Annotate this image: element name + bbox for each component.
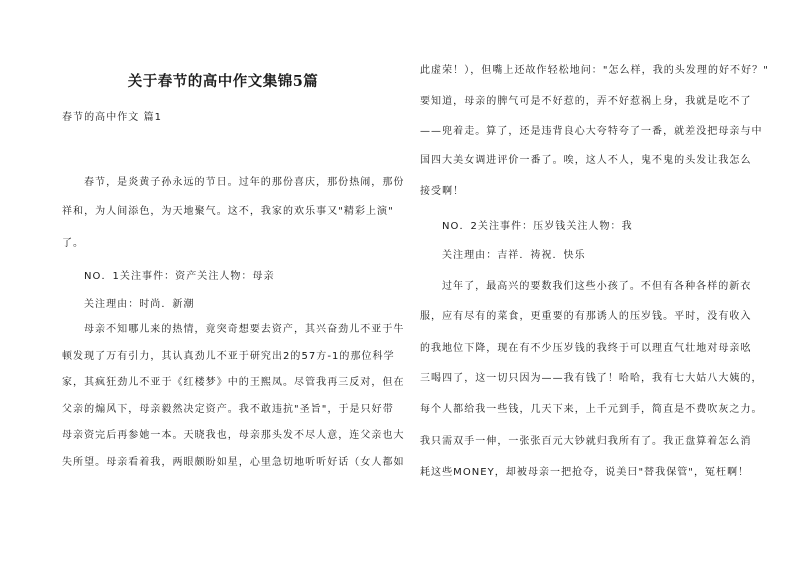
right-text-line: 要知道，母亲的脾气可是不好惹的，弄不好惹祸上身，我就是吃不了 — [420, 96, 752, 107]
right-text-line: 国四大美女调进评价一番了。唉，这人不人，鬼不鬼的头发让我怎么 — [420, 155, 752, 166]
left-text-line: 母亲不知哪儿来的热情，竟突奇想要去资产，其兴奋劲儿不亚于牛 — [84, 324, 405, 335]
right-text-line: 此虚荣！），但嘴上还故作轻松地问："怎么样，我的头发理的好不好？" — [420, 65, 769, 76]
left-text-line: NO．1关注事件：资产关注人物：母亲 — [84, 271, 275, 282]
right-text-line: NO．2关注事件：压岁钱关注人物：我 — [442, 221, 633, 232]
right-text-line: 三喝四了，这一切只因为——我有钱了！哈哈，我有七大姑八大姨的， — [420, 373, 763, 384]
left-text-line: 顿发现了万有引力，其认真劲儿不亚于研究出2的57方-1的那位科学 — [62, 351, 395, 362]
left-text-line: 春节，是炎黄子孙永远的节日。过年的那份喜庆，那份热闹，那份 — [84, 177, 405, 188]
right-text-line: 每个人都给我一些钱，几天下来，上千元到手，简直是不费吹灰之力。 — [420, 404, 763, 415]
right-text-line: 耗这些MONEY，却被母亲一把抢夺，说美曰"替我保管"，冤枉啊！ — [420, 467, 750, 478]
right-text-line: 我只需双手一伸，一张张百元大钞就归我所有了。我正盘算着怎么消 — [420, 436, 752, 447]
right-text-line: 接受啊！ — [420, 186, 465, 197]
left-text-line: 祥和，为人间添色，为天地聚气。这不，我家的欢乐事又"精彩上演" — [62, 206, 394, 217]
right-text-line: 的我地位下降，现在有不少压岁钱的我终于可以理直气壮地对母亲吆 — [420, 343, 752, 354]
right-text-line: 关注理由：吉祥．祷祝．快乐 — [442, 250, 586, 261]
left-text-line: 家，其疯狂劲儿不亚于《红楼梦》中的王熙凤。尽管我再三反对，但在 — [62, 377, 405, 388]
left-text-line: 母亲资完后再参她一本。天晓我也，母亲那头发不尽人意，连父亲也大 — [62, 430, 405, 441]
document-title: 关于春节的高中作文集锦5篇 — [127, 73, 319, 90]
left-text-line: 失所望。母亲看着我，两眼颇盼如星，心里急切地听听好话（女人都如 — [62, 457, 405, 468]
left-text-line: 了。 — [62, 238, 85, 249]
left-text-line: 父亲的煽风下，母亲毅然决定资产。我不敢违抗"圣旨"，于是只好带 — [62, 404, 394, 415]
right-text-line: 过年了，最高兴的要数我们这些小孩了。不但有各种各样的新衣 — [442, 281, 752, 292]
right-text-line: 服，应有尽有的菜食，更重要的有那诱人的压岁钱。平时，没有收入 — [420, 311, 752, 322]
right-text-line: ——兜着走。算了，还是违背良心大夸特夸了一番，就差没把母亲与中 — [420, 126, 763, 137]
left-text-line: 关注理由：时尚．新潮 — [84, 299, 195, 310]
essay-heading: 春节的高中作文 篇1 — [62, 112, 163, 123]
